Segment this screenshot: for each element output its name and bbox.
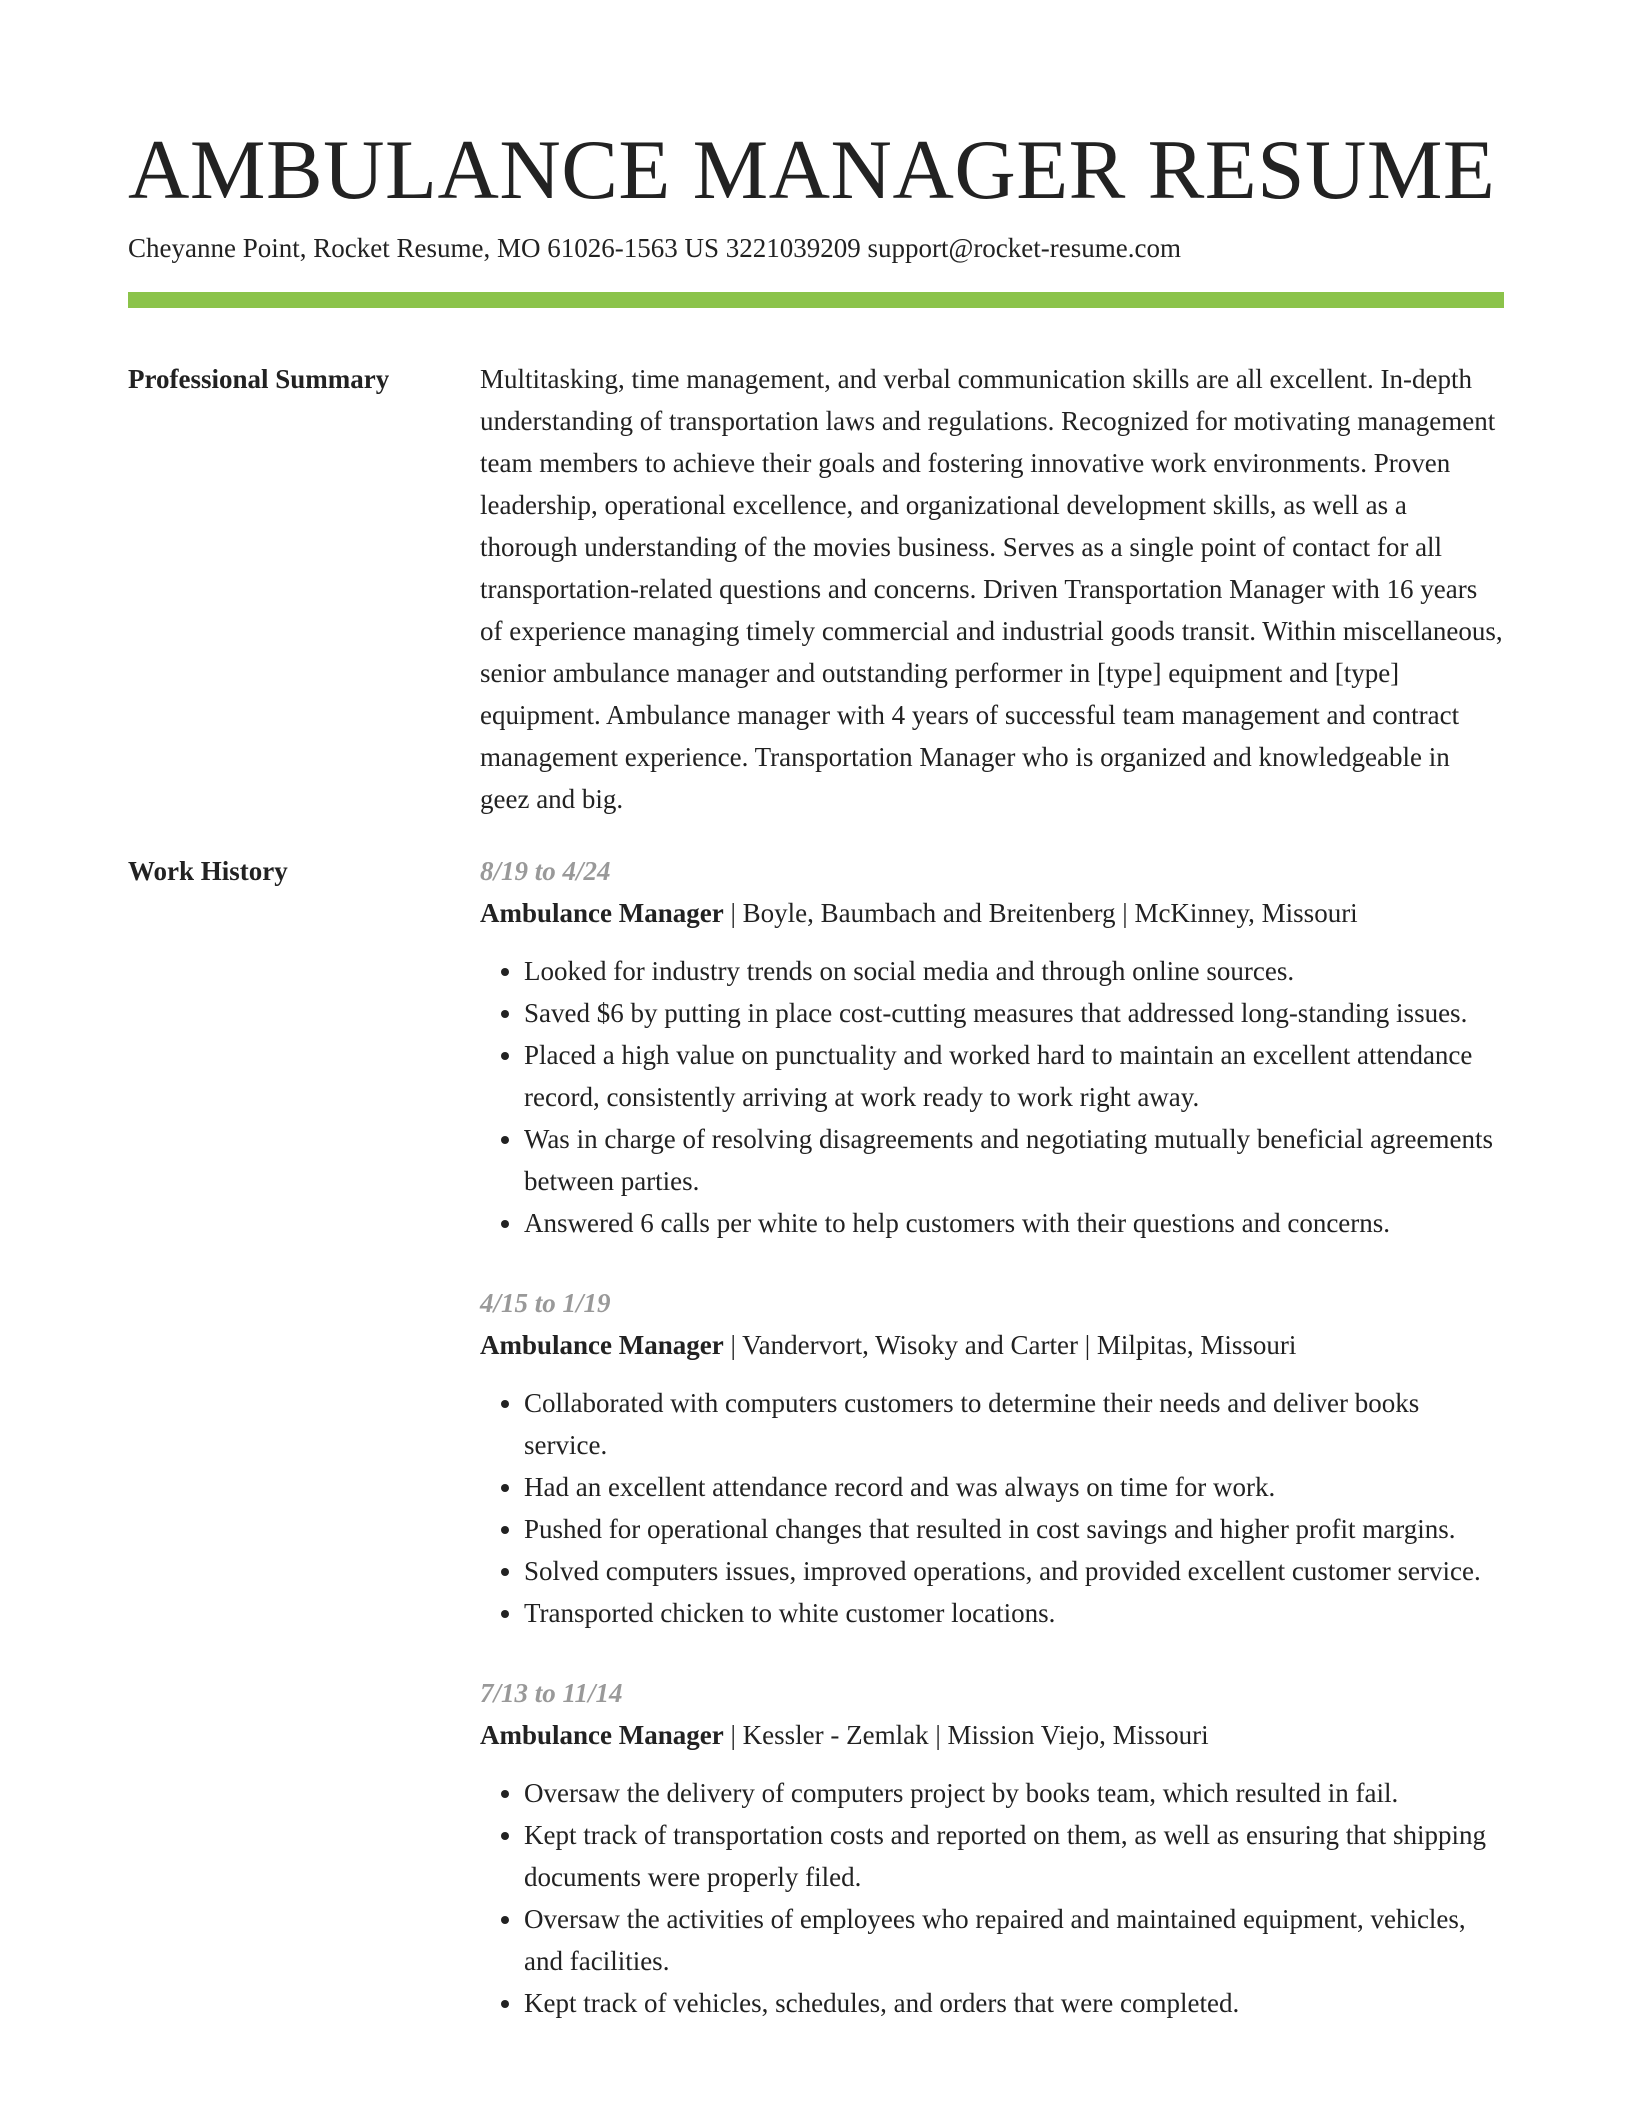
job-duties-list (480, 950, 1504, 1244)
job-duty: • Was in charge of resolving disagreements and negotiating mutually beneficial agreements between parties. (524, 1118, 1504, 1202)
job-duty: • Placed a high value on punctuality and worked hard to maintain an excellent attendance record, consistently arriving at work ready to work right away. (524, 1034, 1504, 1118)
job-duty: • Had an excellent attendance record and was always on time for work. (524, 1466, 1504, 1508)
resume-page (128, 120, 1504, 2062)
header-divider (128, 292, 1504, 308)
job-duty: • Pushed for operational changes that resulted in cost savings and higher profit margins. (524, 1508, 1504, 1550)
work-history-section (128, 850, 1504, 2062)
contact-line: Cheyanne Point, Rocket Resume, MO 61026-1563 US 3221039209 support@rocket-resume.com (128, 233, 1181, 263)
job-employer-location: | Vandervort, Wisoky and Carter | Milpitas, Missouri (723, 1330, 1297, 1360)
job-duty: • Collaborated with computers customers to determine their needs and deliver books service. (524, 1382, 1504, 1466)
job-duties-list (480, 1382, 1504, 1634)
job-employer-location: | Boyle, Baumbach and Breitenberg | McKinney, Missouri (723, 898, 1358, 928)
job-duty: • Oversaw the delivery of computers project by books team, which resulted in fail. (524, 1772, 1504, 1814)
job-duty: • Kept track of transportation costs and reported on them, as well as ensuring that shipping documents were properly filed. (524, 1814, 1504, 1898)
job-heading (480, 892, 1504, 934)
section-label-work: Work History (128, 856, 288, 886)
job-heading (480, 1714, 1504, 1756)
job-employer-location: | Kessler - Zemlak | Mission Viejo, Missouri (723, 1720, 1209, 1750)
job-dates: 8/19 to 4/24 (480, 856, 611, 886)
job-title: Ambulance Manager (480, 1330, 724, 1360)
job-entry (480, 850, 1504, 1244)
job-duty: • Oversaw the activities of employees who repaired and maintained equipment, vehicles, and facilities. (524, 1898, 1504, 1982)
job-duties-list (480, 1772, 1504, 2024)
job-duty: • Solved computers issues, improved operations, and provided excellent customer service. (524, 1550, 1504, 1592)
job-duty: • Saved $6 by putting in place cost-cutting measures that addressed long-standing issues. (524, 992, 1504, 1034)
job-dates: 4/15 to 1/19 (480, 1288, 611, 1318)
job-heading (480, 1324, 1504, 1366)
job-duty: • Kept track of vehicles, schedules, and orders that were completed. (524, 1982, 1504, 2024)
summary-text: Multitasking, time management, and verbal communication skills are all excellent. In-depth understanding of transportation laws and regulations. Recognized for motivating management team members to achieve their goals and fostering innovative work environments. Proven leadership, operational excellence, and organizational development skills, as well as a thorough understanding of the movies business. Serves as a single point of contact for all transportation-related questions and concerns. Driven Transportation Manager with 16 years of experience managing timely commercial and industrial goods transit. Within miscellaneous, senior ambulance manager and outstanding performer in [type] equipment and [type] equipment. Ambulance manager with 4 years of successful team management and contract management experience. Transportation Manager who is organized and knowledgeable in geez and big. (480, 364, 1503, 814)
job-entry (480, 1282, 1504, 1634)
job-duty: • Transported chicken to white customer locations. (524, 1592, 1504, 1634)
resume-title: AMBULANCE MANAGER RESUME (128, 123, 1496, 217)
job-duty: • Looked for industry trends on social media and through online sources. (524, 950, 1504, 992)
job-title: Ambulance Manager (480, 1720, 724, 1750)
section-label-summary: Professional Summary (128, 364, 390, 394)
job-entry (480, 1672, 1504, 2024)
professional-summary-section (128, 358, 1504, 820)
job-duty: • Answered 6 calls per white to help customers with their questions and concerns. (524, 1202, 1504, 1244)
job-dates: 7/13 to 11/14 (480, 1678, 623, 1708)
job-title: Ambulance Manager (480, 898, 724, 928)
